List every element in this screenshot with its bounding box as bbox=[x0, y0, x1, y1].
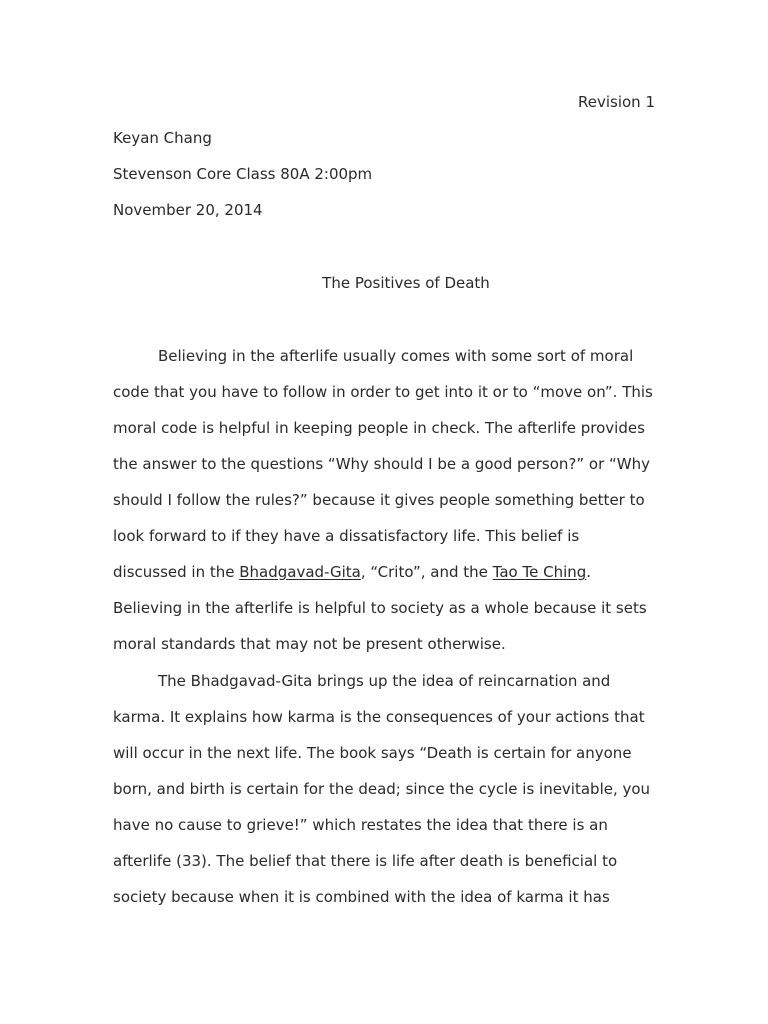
paragraph-line: afterlife (33). The belief that there is life after death is beneficial to bbox=[113, 852, 618, 870]
paragraph-line: society because when it is combined with the idea of karma it has bbox=[113, 888, 610, 906]
date-line: November 20, 2014 bbox=[113, 201, 263, 219]
course-line: Stevenson Core Class 80A 2:00pm bbox=[113, 165, 373, 183]
paragraph-line: moral standards that may not be present otherwise. bbox=[113, 635, 506, 653]
paragraph-line: born, and birth is certain for the dead; since the cycle is inevitable, you bbox=[113, 780, 651, 798]
text-segment: discussed in the bbox=[113, 563, 240, 581]
paragraph-line: will occur in the next life. The book says “Death is certain for anyone bbox=[113, 744, 632, 762]
author-name: Keyan Chang bbox=[113, 129, 212, 147]
paragraph-line: The Bhadgavad-Gita brings up the idea of reincarnation and bbox=[158, 672, 611, 690]
paragraph-line: the answer to the questions “Why should I be a good person?” or “Why bbox=[113, 455, 650, 473]
paragraph-line: moral code is helpful in keeping people in check. The afterlife provides bbox=[113, 419, 645, 437]
paragraph-line: look forward to if they have a dissatisfactory life. This belief is bbox=[113, 527, 580, 545]
paragraph-line: Believing in the afterlife usually comes with some sort of moral bbox=[158, 347, 634, 365]
revision-label: Revision 1 bbox=[578, 93, 655, 111]
essay-title: The Positives of Death bbox=[322, 274, 490, 292]
text-segment: . bbox=[586, 563, 592, 581]
book-title-tao-te-ching: Tao Te Ching bbox=[492, 563, 587, 581]
paragraph-line: code that you have to follow in order to get into it or to “move on”. This bbox=[113, 383, 653, 401]
text-segment: , “Crito”, and the bbox=[360, 563, 493, 581]
paragraph-line: have no cause to grieve!” which restates the idea that there is an bbox=[113, 816, 608, 834]
paragraph-line bbox=[113, 562, 591, 582]
paragraph-line: karma. It explains how karma is the consequences of your actions that bbox=[113, 708, 645, 726]
paragraph-line: should I follow the rules?” because it gives people something better to bbox=[113, 491, 645, 509]
paragraph-line: Believing in the afterlife is helpful to society as a whole because it sets bbox=[113, 599, 647, 617]
book-title-bhadgavad-gita: Bhadgavad-Gita bbox=[239, 563, 361, 581]
